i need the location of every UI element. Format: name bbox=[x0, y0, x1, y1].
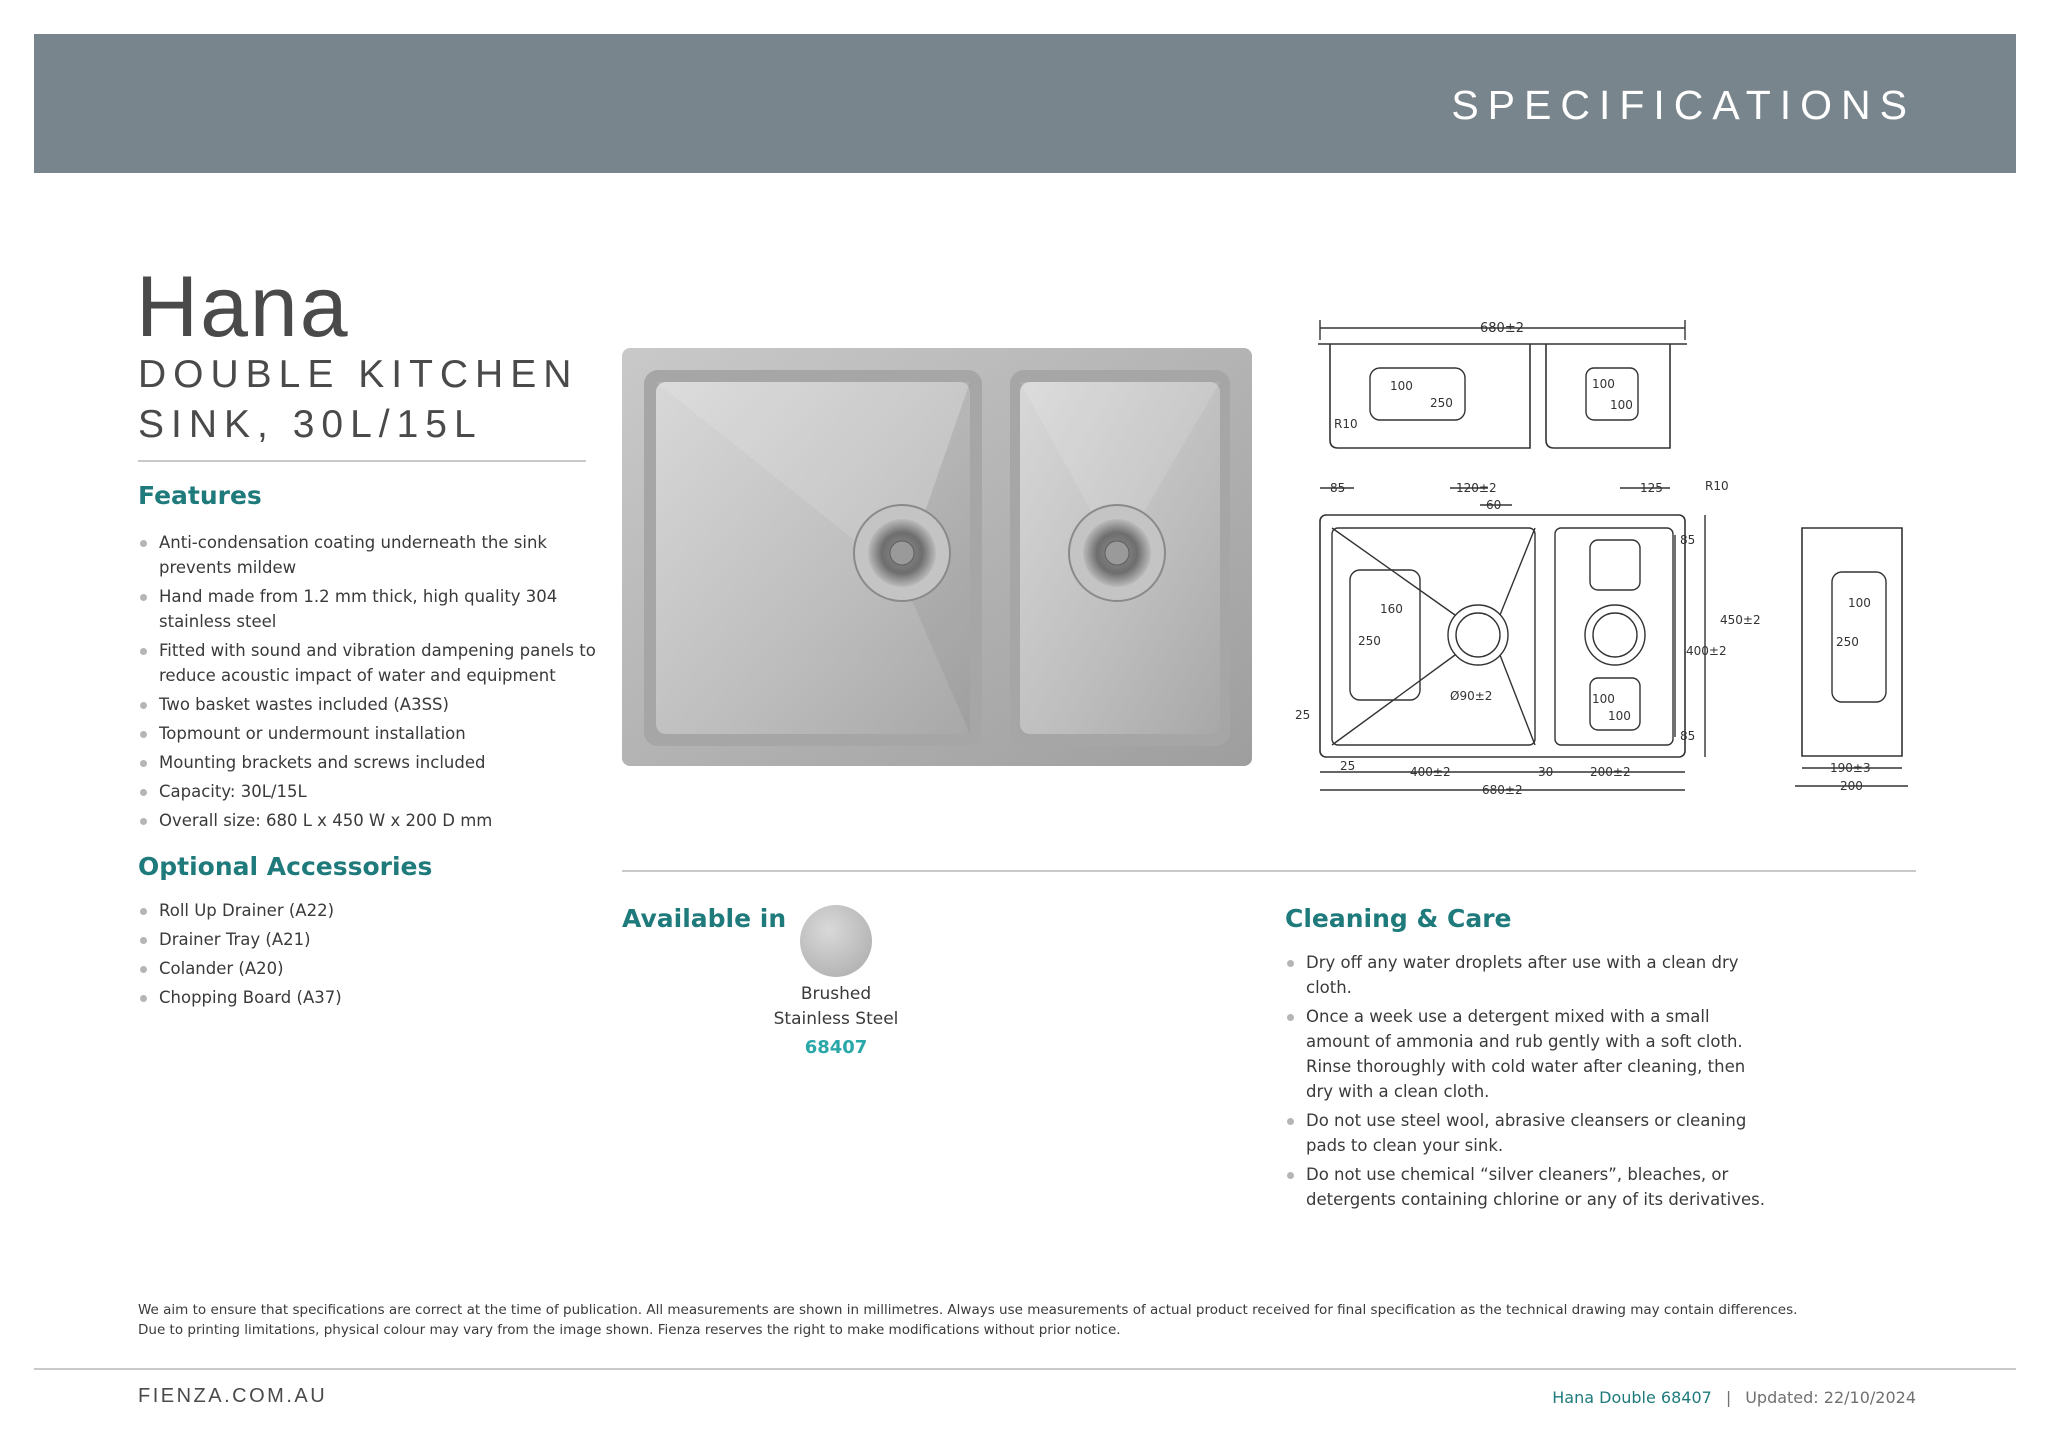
section-divider bbox=[622, 870, 1916, 872]
list-item: Do not use chemical “silver cleaners”, bleaches, or detergents containing chlorine or any of its derivatives. bbox=[1285, 1162, 1775, 1212]
list-item: Roll Up Drainer (A22) bbox=[138, 898, 598, 923]
dim-top-left-len: 250 bbox=[1430, 396, 1453, 410]
finish-line2: Stainless Steel bbox=[773, 1009, 899, 1029]
finish-code: 68407 bbox=[804, 1037, 868, 1058]
available-heading: Available in bbox=[622, 904, 787, 933]
list-item: Do not use steel wool, abrasive cleansers or cleaning pads to clean your sink. bbox=[1285, 1108, 1775, 1158]
dim-total: 680±2 bbox=[1482, 783, 1523, 797]
dim-drain: Ø90±2 bbox=[1450, 689, 1493, 703]
dim-r10: R10 bbox=[1705, 479, 1729, 493]
features-heading: Features bbox=[138, 481, 262, 510]
footer-updated: Updated: 22/10/2024 bbox=[1745, 1388, 1916, 1407]
dim-top-width: 680±2 bbox=[1480, 321, 1524, 336]
list-item: Capacity: 30L/15L bbox=[138, 779, 598, 804]
dim-85c: 85 bbox=[1680, 729, 1696, 743]
disclaimer-line2: Due to printing limitations, physical colour may vary from the image shown. Fienza reserves the right to make modifications without prior notice. bbox=[138, 1322, 1121, 1338]
dim-top-right-len: 100 bbox=[1610, 398, 1633, 412]
dim-l200: 200±2 bbox=[1590, 765, 1631, 779]
list-item: Dry off any water droplets after use with a clean dry cloth. bbox=[1285, 950, 1775, 1000]
side-100: 100 bbox=[1848, 596, 1871, 610]
footer-product: Hana Double 68407 bbox=[1552, 1388, 1712, 1407]
dim-125: 125 bbox=[1640, 481, 1663, 495]
care-list bbox=[1285, 950, 1775, 1216]
list-item: Colander (A20) bbox=[138, 956, 598, 981]
list-item: Chopping Board (A37) bbox=[138, 985, 598, 1010]
dim-top-left-depth: 100 bbox=[1390, 379, 1413, 393]
side-250: 250 bbox=[1836, 635, 1859, 649]
dim-25a: 25 bbox=[1295, 708, 1311, 722]
dim-60: 60 bbox=[1486, 498, 1502, 512]
list-item: Drainer Tray (A21) bbox=[138, 927, 598, 952]
list-item: Topmount or undermount installation bbox=[138, 721, 598, 746]
list-item: Mounting brackets and screws included bbox=[138, 750, 598, 775]
disclaimer-line1: We aim to ensure that specifications are correct at the time of publication. All measurements are shown in millimetres. Always use measurements of actual product received for final specification as the technical drawing may contain differences. bbox=[138, 1302, 1798, 1318]
dim-l400: 400±2 bbox=[1410, 765, 1451, 779]
technical-drawing bbox=[1290, 310, 1920, 800]
list-item: Anti-condensation coating underneath the sink prevents mildew bbox=[138, 530, 598, 580]
finish-label bbox=[760, 982, 912, 1032]
dim-25b: 25 bbox=[1340, 759, 1356, 773]
features-list bbox=[138, 530, 598, 837]
list-item: Two basket wastes included (A3SS) bbox=[138, 692, 598, 717]
care-heading: Cleaning & Care bbox=[1285, 904, 1512, 933]
product-name: Hana bbox=[136, 259, 350, 355]
dim-top-right-depth: 100 bbox=[1592, 377, 1615, 391]
finish-swatch bbox=[800, 905, 872, 977]
title-divider bbox=[138, 460, 586, 462]
banner-title: SPECIFICATIONS bbox=[1451, 82, 1916, 128]
sink-photo bbox=[622, 348, 1252, 766]
dim-85b: 85 bbox=[1680, 533, 1696, 547]
footer-meta bbox=[1552, 1388, 1916, 1407]
website-link[interactable]: FIENZA.COM.AU bbox=[138, 1385, 328, 1407]
accessories-list bbox=[138, 898, 598, 1014]
list-item: Overall size: 680 L x 450 W x 200 D mm bbox=[138, 808, 598, 833]
dim-450: 450±2 bbox=[1720, 613, 1761, 627]
dim-120: 120±2 bbox=[1456, 481, 1497, 495]
side-190: 190±3 bbox=[1830, 761, 1871, 775]
footer-divider bbox=[34, 1368, 2016, 1370]
dim-400: 400±2 bbox=[1686, 644, 1727, 658]
side-200: 200 bbox=[1840, 779, 1863, 793]
list-item: Once a week use a detergent mixed with a small amount of ammonia and rub gently with a soft cloth. Rinse thoroughly with cold water after cleaning, then dry with a clean cloth. bbox=[1285, 1004, 1775, 1104]
footer-separator: | bbox=[1725, 1388, 1732, 1407]
accessories-heading: Optional Accessories bbox=[138, 852, 433, 881]
list-item: Hand made from 1.2 mm thick, high quality 304 stainless steel bbox=[138, 584, 598, 634]
disclaimer bbox=[138, 1300, 1918, 1340]
dim-160: 160 bbox=[1380, 602, 1403, 616]
dim-30: 30 bbox=[1538, 765, 1554, 779]
product-subtitle: DOUBLE KITCHEN SINK, 30L/15L bbox=[138, 353, 579, 446]
dim-100b: 100 bbox=[1608, 709, 1631, 723]
header-banner bbox=[34, 34, 2016, 173]
dim-top-radius: R10 bbox=[1334, 417, 1358, 431]
dim-100a: 100 bbox=[1592, 692, 1615, 706]
list-item: Fitted with sound and vibration dampening panels to reduce acoustic impact of water and equipment bbox=[138, 638, 598, 688]
dim-250: 250 bbox=[1358, 634, 1381, 648]
dim-85: 85 bbox=[1330, 481, 1346, 495]
finish-line1: Brushed bbox=[800, 984, 872, 1004]
